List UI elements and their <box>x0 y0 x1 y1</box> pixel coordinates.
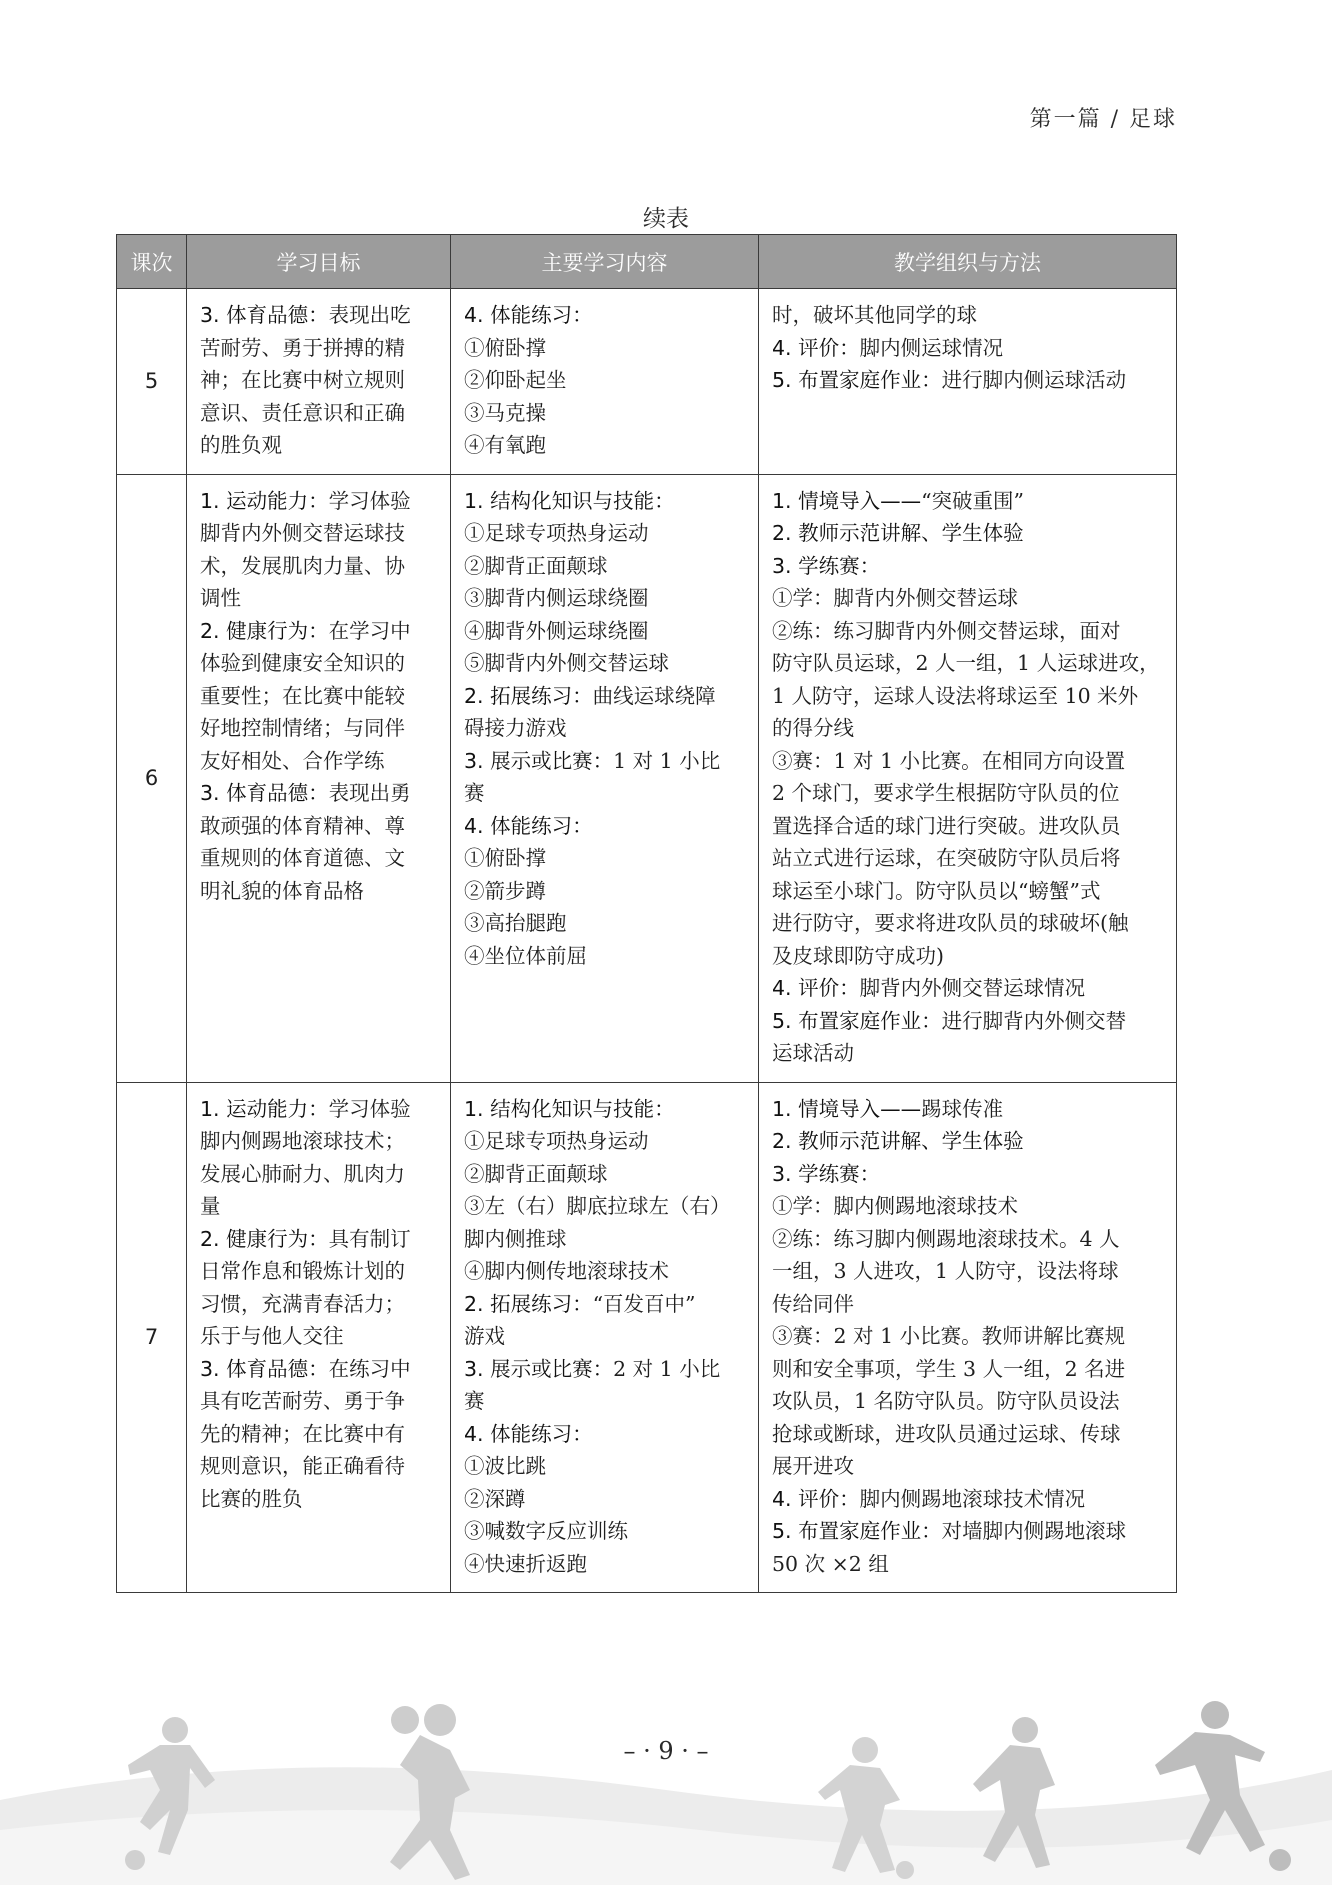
methods-line-text: 置选择合适的球门进行突破。进攻队员 <box>772 813 1121 838</box>
methods-line <box>772 550 1165 583</box>
methods-line <box>772 1158 1165 1191</box>
content-line-label: 1. 结构化知识与技能： <box>464 488 675 513</box>
goals-line-text: 学习体验 <box>328 1096 411 1121</box>
methods-line-label: 1. 情境导入—— <box>772 1096 922 1121</box>
methods-line-label: 5. 布置家庭作业： <box>772 368 942 392</box>
goals-line-label: 1. 运动能力： <box>200 488 329 513</box>
content-line <box>464 1255 747 1288</box>
content-line-text: ④坐位体前屈 <box>464 943 587 968</box>
content-line <box>464 299 747 332</box>
goals-line-text: 调性 <box>200 586 241 610</box>
goals-line-text: 在练习中 <box>328 1356 411 1381</box>
goals-line-text: 具有制订 <box>328 1226 411 1251</box>
content-line <box>464 397 747 430</box>
methods-line-text: 站立式进行运球，在突破防守队员后将 <box>772 846 1121 870</box>
goals-line-text: 学习体验 <box>328 488 411 513</box>
goals-cell <box>187 474 451 1082</box>
lesson-number: 7 <box>117 1082 187 1593</box>
methods-line-label: 4. 评价： <box>772 335 860 360</box>
methods-cell <box>759 1082 1177 1593</box>
methods-line <box>772 777 1165 810</box>
lesson-table <box>116 234 1177 1593</box>
methods-line-label: 5. 布置家庭作业： <box>772 1008 942 1033</box>
methods-cell <box>759 289 1177 475</box>
goals-line-text: 表现出勇 <box>328 781 411 805</box>
content-line-text: ④快速折返跑 <box>464 1551 587 1576</box>
methods-line-text: ③赛：2 对 1 小比赛。教师讲解比赛规 <box>772 1324 1126 1348</box>
goals-line-text: 苦耐劳、勇于拼搏的精 <box>200 335 405 360</box>
content-line <box>464 842 747 875</box>
content-line-text: 曲线运球绕障 <box>592 683 716 708</box>
table-caption: 续表 <box>643 206 689 232</box>
methods-line-text: 防守队员运球，2 人一组，1 人运球进攻， <box>772 651 1160 675</box>
methods-line <box>772 1320 1165 1353</box>
methods-line <box>772 1255 1165 1288</box>
methods-line-text: 时，破坏其他同学的球 <box>772 303 977 327</box>
content-line <box>464 680 747 713</box>
content-line <box>464 364 747 397</box>
content-line-text: ③左（右）脚底拉球左（右） <box>464 1194 731 1218</box>
goals-line-text: 乐于与他人交往 <box>200 1324 344 1348</box>
methods-line-text: “突破重围” <box>921 488 1025 513</box>
methods-line <box>772 517 1165 550</box>
content-line-text: 2 对 1 小比 <box>613 1356 721 1381</box>
content-line-text: ②深蹲 <box>464 1486 526 1511</box>
methods-line <box>772 1353 1165 1386</box>
methods-line-text: 抢球或断球，进攻队员通过运球、传球 <box>772 1421 1121 1446</box>
content-line-text: 赛 <box>464 1389 485 1413</box>
methods-line <box>772 582 1165 615</box>
content-line-text: ③高抬腿跑 <box>464 911 567 935</box>
lesson-number: 6 <box>117 474 187 1082</box>
methods-line <box>772 907 1165 940</box>
content-line <box>464 485 747 518</box>
goals-line-text: 脚背内外侧交替运球技 <box>200 521 405 545</box>
goals-line <box>200 875 439 908</box>
methods-line <box>772 332 1165 365</box>
content-line <box>464 1385 747 1418</box>
content-line-text: ③马克操 <box>464 400 546 425</box>
goals-line <box>200 1093 439 1126</box>
goals-line <box>200 397 439 430</box>
goals-line-text: 日常作息和锻炼计划的 <box>200 1259 405 1283</box>
goals-line-text: 在学习中 <box>328 618 411 643</box>
goals-line-text: 脚内侧踢地滚球技术； <box>200 1129 405 1153</box>
footer-decoration <box>0 1680 1332 1885</box>
goals-line <box>200 647 439 680</box>
content-line <box>464 1093 747 1126</box>
content-line <box>464 1515 747 1548</box>
methods-line-text: 进行脚内侧运球活动 <box>941 368 1127 392</box>
goals-line <box>200 1158 439 1191</box>
goals-line <box>200 299 439 332</box>
content-line-label: 3. 展示或比赛： <box>464 748 614 773</box>
methods-line-text: 球运至小球门。防守队员以“螃蟹”式 <box>772 878 1101 903</box>
goals-line-text: 的胜负观 <box>200 433 282 457</box>
methods-line <box>772 1037 1165 1070</box>
goals-line <box>200 1223 439 1256</box>
content-line-text: 赛 <box>464 781 485 805</box>
methods-line <box>772 1483 1165 1516</box>
methods-line-text: 2 个球门，要求学生根据防守队员的位 <box>772 781 1120 805</box>
methods-line <box>772 1288 1165 1321</box>
table-header-row <box>117 235 1177 289</box>
goals-line <box>200 842 439 875</box>
goals-line-text: 敢顽强的体育精神、尊 <box>200 813 405 838</box>
content-line-label: 1. 结构化知识与技能： <box>464 1096 675 1121</box>
methods-line-text: 展开进攻 <box>772 1454 854 1478</box>
methods-line <box>772 810 1165 843</box>
methods-line-text: 的得分线 <box>772 716 854 740</box>
content-line <box>464 429 747 462</box>
goals-line <box>200 1288 439 1321</box>
methods-line-text: 攻队员，1 名防守队员。防守队员设法 <box>772 1389 1120 1413</box>
goals-line-text: 比赛的胜负 <box>200 1486 303 1511</box>
content-line <box>464 1320 747 1353</box>
methods-line <box>772 712 1165 745</box>
methods-line-label: 1. 情境导入—— <box>772 488 922 513</box>
methods-cell <box>759 474 1177 1082</box>
methods-line-text: 一组，3 人进攻，1 人防守，设法将球 <box>772 1259 1119 1283</box>
content-line-text: ①足球专项热身运动 <box>464 1129 649 1153</box>
goals-cell <box>187 289 451 475</box>
content-line-text: 1 对 1 小比 <box>613 748 721 773</box>
content-line-text: ①俯卧撑 <box>464 335 546 360</box>
content-line <box>464 1223 747 1256</box>
content-line <box>464 907 747 940</box>
methods-line <box>772 1418 1165 1451</box>
content-line <box>464 745 747 778</box>
goals-line <box>200 429 439 462</box>
methods-line-text: 脚内侧运球情况 <box>859 335 1004 360</box>
goals-line-text: 规则意识，能正确看待 <box>200 1454 405 1478</box>
methods-line <box>772 1515 1165 1548</box>
methods-line <box>772 1190 1165 1223</box>
col-header-methods: 教学组织与方法 <box>759 235 1177 289</box>
content-line-text: ②脚背正面颠球 <box>464 1161 608 1186</box>
content-line <box>464 615 747 648</box>
content-line <box>464 1288 747 1321</box>
methods-line-text: 1 人防守，运球人设法将球运至 10 米外 <box>772 683 1139 708</box>
methods-line <box>772 1125 1165 1158</box>
goals-line <box>200 1255 439 1288</box>
content-line-text: ④有氧跑 <box>464 433 546 457</box>
content-line <box>464 582 747 615</box>
methods-line <box>772 364 1165 397</box>
content-line <box>464 777 747 810</box>
methods-line <box>772 745 1165 778</box>
table-row <box>117 289 1177 475</box>
goals-line-text: 友好相处、合作学练 <box>200 748 385 773</box>
goals-line <box>200 485 439 518</box>
goals-line <box>200 1418 439 1451</box>
goals-line-label: 2. 健康行为： <box>200 1226 329 1251</box>
content-line <box>464 1483 747 1516</box>
methods-line <box>772 1548 1165 1581</box>
goals-line <box>200 550 439 583</box>
goals-line-text: 明礼貌的体育品格 <box>200 878 364 903</box>
goals-line <box>200 1320 439 1353</box>
content-line <box>464 647 747 680</box>
goals-line-text: 量 <box>200 1194 221 1218</box>
methods-line-text: 进行脚背内外侧交替 <box>941 1008 1127 1033</box>
goals-line-text: 重规则的体育道德、文 <box>200 846 405 870</box>
goals-line <box>200 810 439 843</box>
goals-line <box>200 680 439 713</box>
methods-line <box>772 972 1165 1005</box>
content-line <box>464 1418 747 1451</box>
content-line <box>464 940 747 973</box>
goals-line <box>200 777 439 810</box>
methods-line-text: 脚背内外侧交替运球情况 <box>859 976 1086 1000</box>
methods-line-text: ①学：脚内侧踢地滚球技术 <box>772 1194 1018 1218</box>
page-number: – · 9 · – <box>623 1737 709 1765</box>
methods-line-text: ①学：脚背内外侧交替运球 <box>772 586 1018 610</box>
methods-line <box>772 1093 1165 1126</box>
goals-line-text: 意识、责任意识和正确 <box>200 400 405 425</box>
methods-line-text: 运球活动 <box>772 1041 854 1065</box>
content-line <box>464 517 747 550</box>
content-line-text: ①波比跳 <box>464 1454 546 1478</box>
goals-line-text: 重要性；在比赛中能较 <box>200 683 405 708</box>
content-line-text: “百发百中” <box>592 1291 696 1316</box>
methods-line-label: 2. 教师示范讲解、学生体验 <box>772 1129 1024 1153</box>
goals-line <box>200 1125 439 1158</box>
content-line <box>464 1450 747 1483</box>
content-line-label: 2. 拓展练习： <box>464 1291 593 1316</box>
methods-line-text: ②练：练习脚内侧踢地滚球技术。4 人 <box>772 1226 1120 1251</box>
goals-line-label: 3. 体育品德： <box>200 303 329 327</box>
methods-line-label: 3. 学练赛： <box>772 553 881 578</box>
methods-line-text: 及皮球即防守成功) <box>772 943 944 968</box>
content-line-text: ④脚内侧传地滚球技术 <box>464 1259 669 1283</box>
methods-line-text: ②练：练习脚背内外侧交替运球，面对 <box>772 618 1121 643</box>
content-line-label: 4. 体能练习： <box>464 1421 593 1446</box>
content-line-label: 2. 拓展练习： <box>464 683 593 708</box>
content-line <box>464 332 747 365</box>
content-line <box>464 1190 747 1223</box>
content-line <box>464 810 747 843</box>
lesson-number: 5 <box>117 289 187 475</box>
content-line-text: ②箭步蹲 <box>464 878 546 903</box>
methods-line-text: 50 次 ×2 组 <box>772 1551 889 1576</box>
content-line <box>464 875 747 908</box>
content-line-label: 4. 体能练习： <box>464 303 593 327</box>
methods-line <box>772 1450 1165 1483</box>
methods-line <box>772 940 1165 973</box>
content-line-text: 游戏 <box>464 1324 505 1348</box>
goals-line <box>200 517 439 550</box>
methods-line-text: 则和安全事项，学生 3 人一组，2 名进 <box>772 1356 1126 1381</box>
content-line <box>464 1353 747 1386</box>
table-row <box>117 1082 1177 1593</box>
methods-line-label: 4. 评价： <box>772 976 860 1000</box>
content-line-text: ③喊数字反应训练 <box>464 1519 628 1543</box>
content-line-label: 3. 展示或比赛： <box>464 1356 614 1381</box>
methods-line-text: 脚内侧踢地滚球技术情况 <box>859 1486 1086 1511</box>
content-line <box>464 1158 747 1191</box>
methods-line-label: 4. 评价： <box>772 1486 860 1511</box>
content-cell <box>451 289 759 475</box>
methods-line <box>772 842 1165 875</box>
goals-line-text: 体验到健康安全知识的 <box>200 651 405 675</box>
goals-line-text: 术，发展肌肉力量、协 <box>200 553 405 578</box>
goals-line-text: 具有吃苦耐劳、勇于争 <box>200 1389 405 1413</box>
content-line-text: ④脚背外侧运球绕圈 <box>464 618 649 643</box>
running-header: 第一篇 / 足球 <box>1029 107 1177 132</box>
methods-line-label: 3. 学练赛： <box>772 1161 881 1186</box>
goals-line-text: 神；在比赛中树立规则 <box>200 368 405 392</box>
goals-line <box>200 1450 439 1483</box>
methods-line-label: 5. 布置家庭作业： <box>772 1519 942 1543</box>
methods-line-label: 2. 教师示范讲解、学生体验 <box>772 521 1024 545</box>
content-line-label: 4. 体能练习： <box>464 813 593 838</box>
methods-line <box>772 299 1165 332</box>
goals-line-text: 发展心肺耐力、肌肉力 <box>200 1161 405 1186</box>
content-line-text: ①足球专项热身运动 <box>464 521 649 545</box>
goals-line <box>200 1385 439 1418</box>
methods-line <box>772 647 1165 680</box>
content-cell <box>451 1082 759 1593</box>
goals-line <box>200 364 439 397</box>
col-header-lesson: 课次 <box>117 235 187 289</box>
goals-line-text: 好地控制情绪；与同伴 <box>200 716 405 740</box>
goals-line-text: 表现出吃 <box>328 303 411 327</box>
goals-line <box>200 582 439 615</box>
goals-line-label: 1. 运动能力： <box>200 1096 329 1121</box>
methods-line <box>772 615 1165 648</box>
content-line-text: ①俯卧撑 <box>464 846 546 870</box>
content-line-text: ②脚背正面颠球 <box>464 553 608 578</box>
goals-line <box>200 1353 439 1386</box>
methods-line-text: 传给同伴 <box>772 1291 854 1316</box>
content-cell <box>451 474 759 1082</box>
content-line <box>464 1548 747 1581</box>
methods-line <box>772 485 1165 518</box>
goals-cell <box>187 1082 451 1593</box>
content-line <box>464 550 747 583</box>
content-line-text: ③脚背内侧运球绕圈 <box>464 586 649 610</box>
goals-line <box>200 332 439 365</box>
methods-line-text: 进行防守，要求将进攻队员的球破坏(触 <box>772 911 1129 935</box>
methods-line <box>772 680 1165 713</box>
goals-line <box>200 712 439 745</box>
goals-line <box>200 1190 439 1223</box>
content-line-text: ⑤脚背内外侧交替运球 <box>464 651 669 675</box>
table-row <box>117 474 1177 1082</box>
methods-line <box>772 1223 1165 1256</box>
content-line-text: ②仰卧起坐 <box>464 368 567 392</box>
goals-line-text: 先的精神；在比赛中有 <box>200 1421 405 1446</box>
goals-line <box>200 615 439 648</box>
col-header-goals: 学习目标 <box>187 235 451 289</box>
methods-line <box>772 1005 1165 1038</box>
methods-line-text: 踢球传准 <box>921 1096 1004 1121</box>
goals-line-label: 2. 健康行为： <box>200 618 329 643</box>
col-header-content: 主要学习内容 <box>451 235 759 289</box>
methods-line-text: ③赛：1 对 1 小比赛。在相同方向设置 <box>772 748 1126 773</box>
goals-line-label: 3. 体育品德： <box>200 781 329 805</box>
goals-line <box>200 1483 439 1516</box>
goals-line-label: 3. 体育品德： <box>200 1356 329 1381</box>
goals-line-text: 习惯，充满青春活力； <box>200 1291 405 1316</box>
content-line-text: 脚内侧推球 <box>464 1226 567 1251</box>
goals-line <box>200 745 439 778</box>
content-line-text: 碍接力游戏 <box>464 716 567 740</box>
methods-line <box>772 875 1165 908</box>
content-line <box>464 712 747 745</box>
methods-line <box>772 1385 1165 1418</box>
methods-line-text: 对墙脚内侧踢地滚球 <box>941 1519 1127 1543</box>
content-line <box>464 1125 747 1158</box>
